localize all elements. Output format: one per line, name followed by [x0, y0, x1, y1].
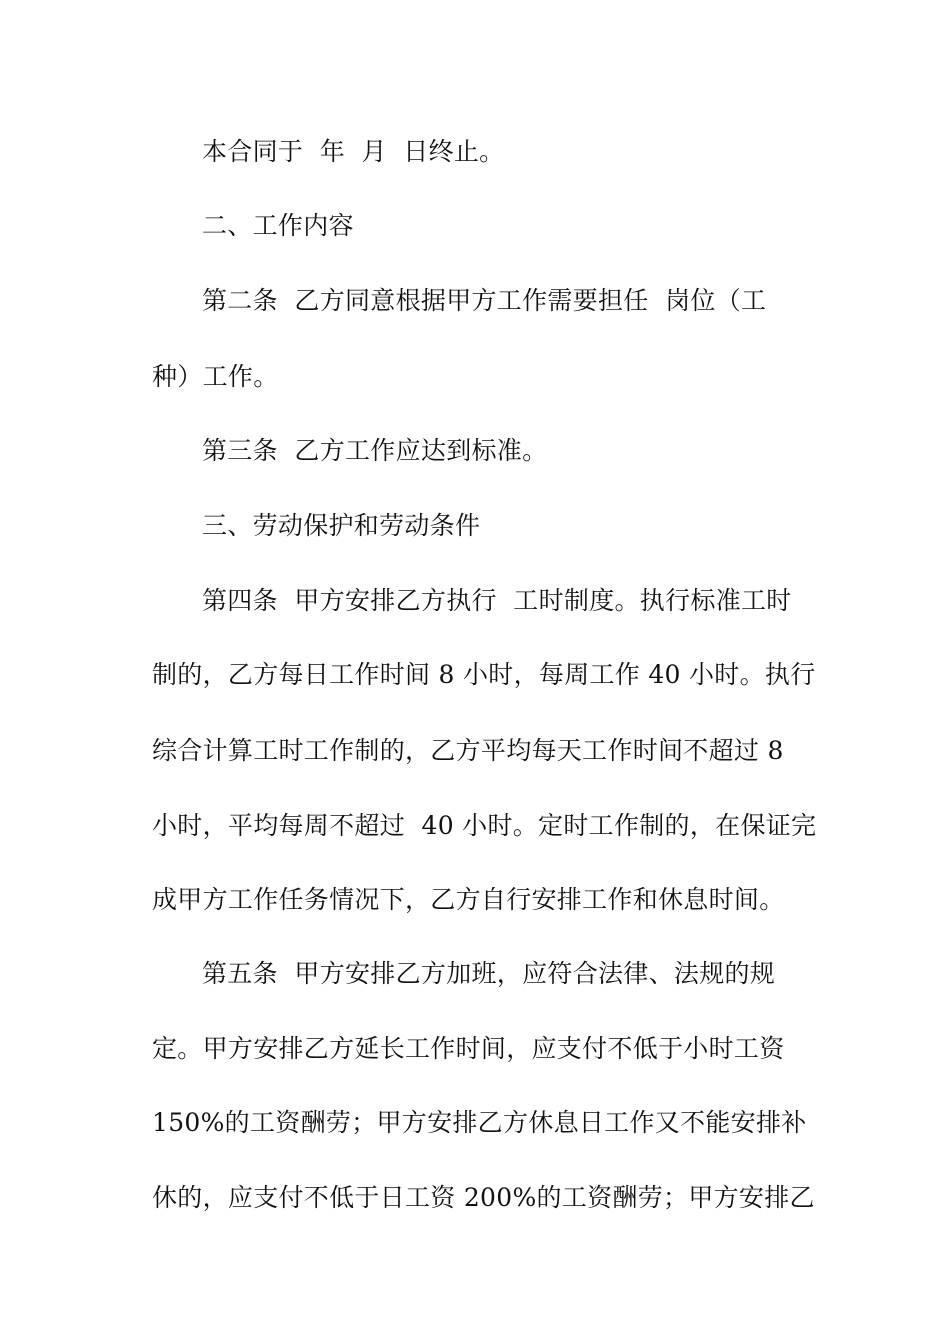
article-3-line: 第三条 乙方工作应达到标准。 — [202, 436, 548, 465]
article-5-line-1: 第五条 甲方安排乙方加班，应符合法律、法规的规 — [202, 959, 776, 988]
contract-end-date-line: 本合同于 年 月 日终止。 — [202, 137, 505, 166]
article-2-line-1: 第二条 乙方同意根据甲方工作需要担任 岗位（工 — [202, 286, 767, 315]
article-4-line-1: 第四条 甲方安排乙方执行 工时制度。执行标准工时 — [202, 586, 792, 615]
article-4-line-2: 制的，乙方每日工作时间 8 小时，每周工作 40 小时。执行 — [152, 660, 816, 689]
article-5-line-2: 定。甲方安排乙方延长工作时间，应支付不低于小时工资 — [152, 1034, 785, 1063]
section-heading-labor-protection: 三、劳动保护和劳动条件 — [202, 511, 481, 540]
article-5-line-3: 150%的工资酬劳；甲方安排乙方休息日工作又不能安排补 — [152, 1108, 807, 1137]
article-4-line-4: 小时，平均每周不超过 40 小时。定时工作制的，在保证完 — [152, 811, 817, 840]
article-2-line-2: 种）工作。 — [152, 362, 279, 391]
section-heading-work-content: 二、工作内容 — [202, 211, 354, 240]
article-4-line-5: 成甲方工作任务情况下，乙方自行安排工作和休息时间。 — [152, 885, 785, 914]
article-5-line-4: 休的，应支付不低于日工资 200%的工资酬劳；甲方安排乙 — [152, 1183, 815, 1212]
article-4-line-3: 综合计算工时工作制的，乙方平均每天工作时间不超过 8 — [152, 736, 784, 765]
